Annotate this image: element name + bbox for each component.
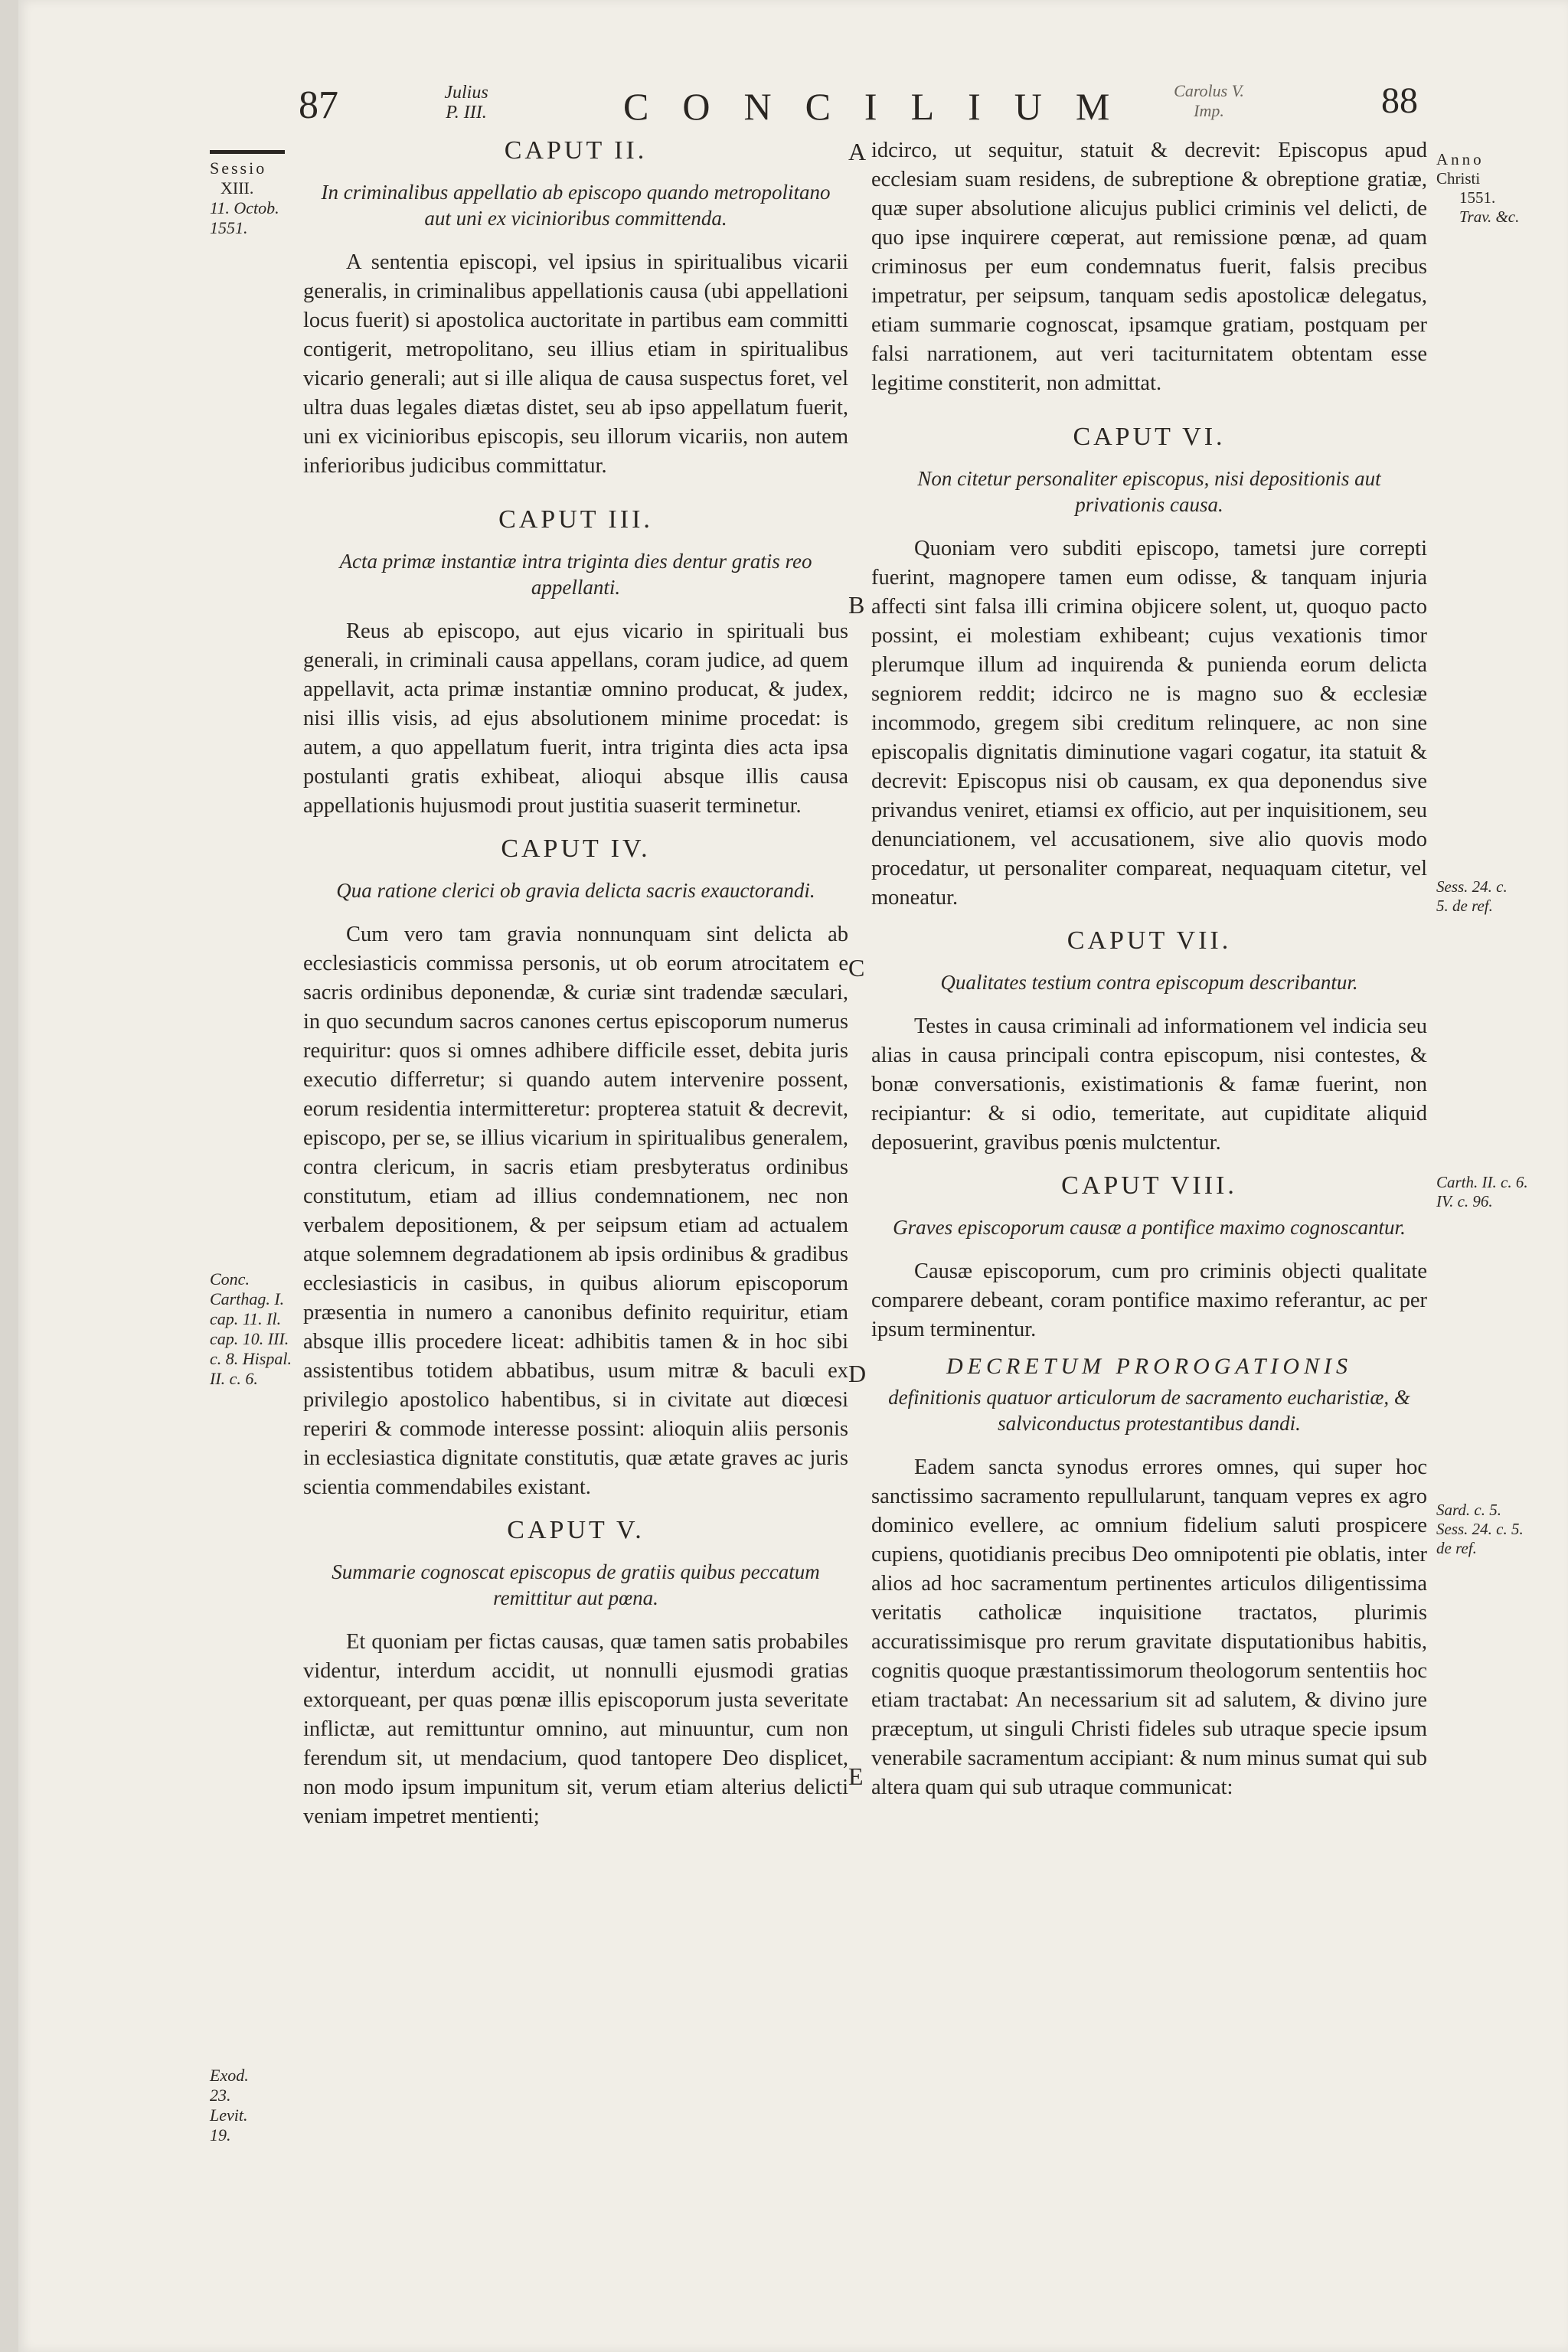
chapter-4-text: Cum vero tam gravia nonnunquam sint delicta ab ecclesiasticis commissa personis, ut ob eorum atrocitatem e sacris ordinibus deponendæ, & curiæ sint tradendæ sæculari, in quo secundum sacros canones certus episcoporum numerus requiritur: quos si omnes adhibere difficile esset, debita juris executio differretur; si quando autem intervenire possent, eorum residentia intermitteretur: propterea statuit & decrevit, episcopo, per se, se illius vicarium in spiritualibus generalem, contra clericum, in sacris etiam presbyteratus ordinibus constitutum, etiam ad illius condemnationem, nec non verbalem depositionem, & per seipsum etiam ad actualem atque solemnem degradationem ab ipsis ordinibus & gradibus ecclesiasticis in casibus, in quibus aliorum episcoporum præsentia in numero a canonibus definito requiritur, etiam absque illis procedere liceat: adhibitis tamen & in hoc sibi assistentibus totidem abbatibus, usum mitræ & baculi ex privilegio apostolico habentibus, si in civitate aut diœcesi reperiri & commode interesse possint: alioquin aliis personis in ecclesiastica dignitate constitutis, quæ ætate graves ac juris scientia commendabiles existant. [303,923,848,1499]
chapter-5-text: Et quoniam per fictas causas, quæ tamen satis probabiles videntur, interdum accidit, ut nonnulli ejusmodi gratias extorqueant, per quas pœnæ illis episcoporum justa severitate inflictæ, aut remittuntur omnino, aut minuuntur, cum non ferendum sit, ut mendacium, quod tantopere Deo displicet, non modo ipsum impunitum sit, verum etiam alterius delicti veniam impetret mentienti; [303,1630,848,1828]
book-page [18,0,1568,2352]
section-letter-a: A [848,138,867,165]
right-column [871,136,1427,1802]
decretum-rubric: definitionis quatuor articulorum de sacramento eucharistiæ, & salviconductus protestantibus dandi. [888,1386,1410,1435]
chapter-6-rubric: Non citetur personaliter episcopus, nisi depositionis aut privationis causa. [917,467,1381,516]
chapter-6-title: CAPUT VI. [1073,423,1226,451]
left-column [303,136,848,1831]
margin-anno-note: Anno Christi 1551. Trav. &c. [1436,150,1520,226]
decretum-text: Eadem sancta synodus errores omnes, qui super hoc sanctissimo sacramento repullularunt, tanquam vepres ex agro dominico evellere, ac omnium fidelium saluti prospicere cupiens, quotidianis precibus Deo omnipotenti pie oblatis, inter alios ad hoc sacramentum pertinentes articulos diligentissima veritatis catholicæ inquisitione tractatos, plurimis accuratissimisque pro rerum gravitate disputationibus habitis, cognitis quoque præstantissimorum theologorum sententiis hoc etiam tractabat: An necessarium sit ad salutem, & divino jure præceptum, ut singuli Christi fideles sub utraque specie ipsum venerabile sacramentum accipiant: & num minus sumat qui sub altera quam qui sub utraque communicat: [871,1455,1427,1799]
margin-session-note: Sessio XIII. 11. Octob. 1551. [210,150,302,238]
chapter-6-text: Quoniam vero subditi episcopo, tametsi jure correpti fuerint, magnopere tamen eum odisse, & tanquam injuria affecti sint falsa illi crimina objicere solent, ut, quoquo pacto possint, ei molestiam exhibeant; cujus vexationis timor plerumque illum ad inquirenda & punienda eorum delicta segniorem reddit; idcirco ne is magno suo & ecclesiæ incommodo, gregem sibi creditum relinquere, ac non sine episcopalis dignitatis diminutione vagari cogatur, ita statuit & decrevit: Episcopus nisi ob causam, ex qua deponendus sive privandus veniret, etiamsi ex officio, aut per inquisitionem, seu denunciationem, vel accusationem, sive alio quovis modo procedatur, ut personaliter compareat, nequaquam citetur, vel moneatur. [871,537,1427,910]
chapter-5-continuation: idcirco, ut sequitur, statuit & decrevit: Episcopus apud ecclesiam suam residens, de subreptione & obreptione gratiæ, quæ super absolutione alicujus publici criminis vel delicti, de quo ipse inquirere cœperat, aut remissione pœnæ, ad quam criminosus per eum condemnatus fuerit, falsis precibus impetratur, per seipsum, tanquam sedis apostolicæ delegatus, etiam summarie cognoscat, ipsamque gratiam, postquam per falsi narrationem, aut veri taciturnitatem obtentam esse legitime constiterit, non admittat. [871,139,1427,395]
margin-sard-note: Sard. c. 5. Sess. 24. c. 5. de ref. [1436,1501,1524,1557]
chapter-2-rubric: In criminalibus appellatio ab episcopo quando metropolitano aut uni ex vicinioribus committenda. [321,181,831,230]
running-header [18,77,1568,145]
chapter-7-text: Testes in causa criminali ad informationem vel indicia seu alias in causa principali contra episcopum, nisi contestes, & bonæ conversationis, existimationis & famæ fuerint, non recipiantur: & si odio, temeritate, aut cupiditate aliquid deposuerint, gravibus pœnis mulctentur. [871,1014,1427,1155]
chapter-8-rubric: Graves episcoporum causæ a pontifice maximo cognoscantur. [893,1216,1406,1239]
chapter-4-rubric: Qua ratione clerici ob gravia delicta sacris exauctorandi. [336,879,815,902]
chapter-2-title: CAPUT II. [504,136,648,165]
running-title: CONCILIUM [623,85,1144,128]
section-letter-d: D [848,1360,867,1387]
page-number-right: 88 [1381,80,1418,121]
header-note-left: Julius P. III. [444,83,488,122]
chapter-4-title: CAPUT IV. [501,835,651,863]
section-letter-b: B [848,591,865,619]
chapter-5-title: CAPUT V. [507,1516,645,1544]
margin-exod-note: Exod. 23. Levit. 19. [210,2066,249,2145]
chapter-3-rubric: Acta primæ instantiæ intra triginta dies dentur gratis reo appellanti. [339,550,812,599]
chapter-3-text: Reus ab episcopo, aut ejus vicario in spirituali bus generali, in criminali causa appellans, coram judice, ad quem appellavit, acta primæ instantiæ omnino producat, & judex, nisi illis visis, ad ejus absolutionem minime procedat: is autem, a quo appellatum fuerit, intra triginta dies acta ipsa postulanti gratis exhibeat, alioqui absque illis causa appellationis hujusmodi prout justitia suaserit terminetur. [303,619,848,818]
margin-rule [210,150,285,154]
margin-sess24-note: Sess. 24. c. 5. de ref. [1436,877,1508,915]
chapter-7-title: CAPUT VII. [1067,926,1232,955]
chapter-2-text: A sententia episcopi, vel ipsius in spiritualibus vicarii generalis, in criminalibus appellationis causa (ubi appellationi locus fuerit) si apostolica auctoritate in partibus eam committi contigerit, metropolitano, seu illius etiam in spiritualibus vicario generali; aut si ille aliqua de causa suspectus foret, vel ultra duas legales diætas distet, seu ab ipso appellatum fuerit, uni ex vicinioribus episcopis, seu illorum vicariis, non autem inferioribus judicibus committatur. [303,250,848,478]
section-letter-c: C [848,954,865,982]
margin-conc-carthag-note: Conc. Carthag. I. cap. 11. Il. cap. 10. III. c. 8. Hispal. II. c. 6. [210,1269,292,1388]
chapter-8-text: Causæ episcoporum, cum pro criminis objecti qualitate comparere debeant, coram pontifice maximo referantur, ac per ipsum terminentur. [871,1259,1427,1341]
chapter-8-title: CAPUT VIII. [1061,1171,1237,1200]
header-note-right: Carolus V. Imp. [1174,81,1244,120]
page-number-left: 87 [299,83,338,127]
decretum-title: DECRETUM PROROGATIONIS [946,1354,1352,1379]
chapter-5-rubric: Summarie cognoscat episcopus de gratiis quibus peccatum remittitur aut pœna. [332,1560,820,1609]
chapter-3-title: CAPUT III. [498,505,653,534]
margin-carth-note: Carth. II. c. 6. IV. c. 96. [1436,1173,1528,1210]
chapter-7-rubric: Qualitates testium contra episcopum describantur. [940,971,1358,994]
section-letter-e: E [848,1762,864,1790]
